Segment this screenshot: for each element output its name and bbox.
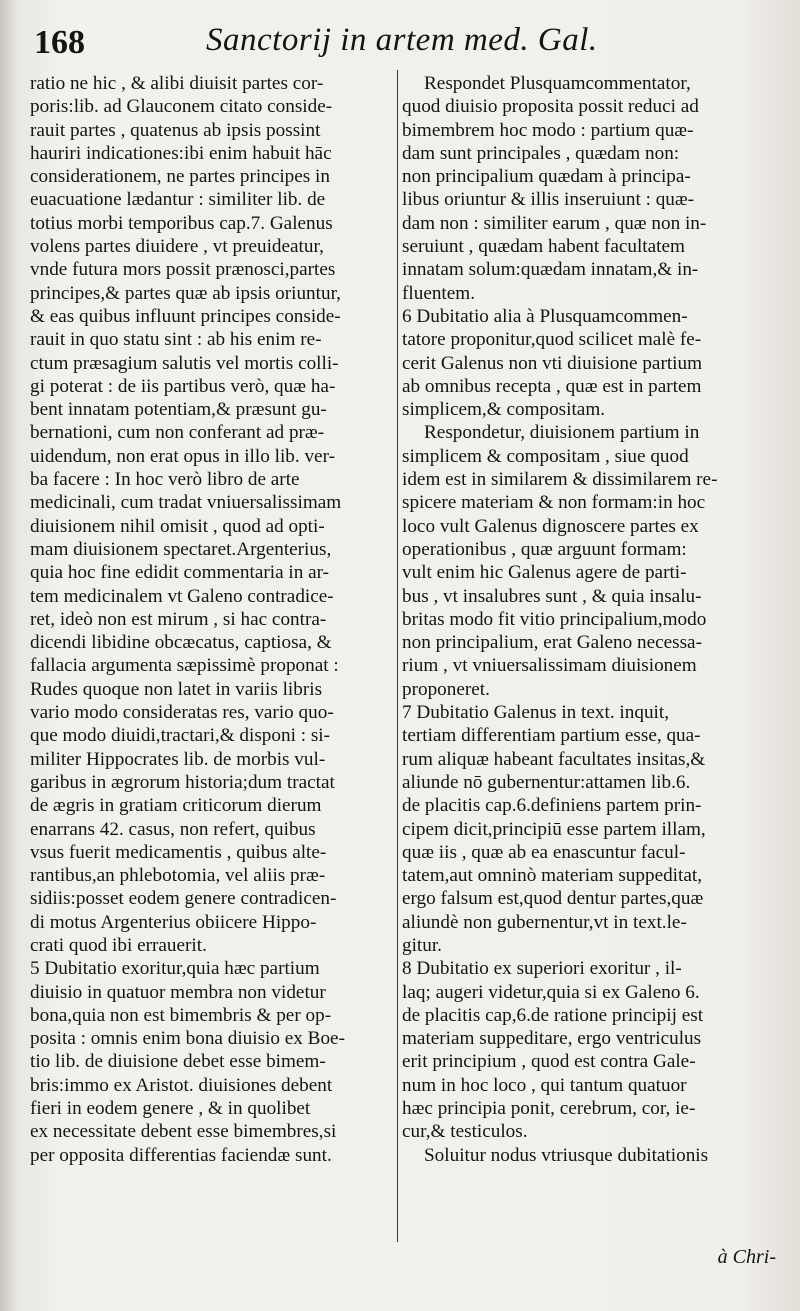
text-line: aliunde nō gubernentur:attamen lib.6. [402, 771, 691, 793]
text-line: ret, ideò non est mirum , si hac contra- [30, 608, 327, 630]
text-line: de placitis cap,6.de ratione principij est [402, 1004, 704, 1026]
text-line: 8 Dubitatio ex superiori exoritur , il- [402, 958, 682, 980]
text-line: dicendi libidine obcæcatus, captiosa, & [30, 632, 332, 654]
text-line: per opposita differentias faciendæ sunt. [30, 1144, 332, 1166]
text-line: fallacia argumenta sæpissimè proponat : [30, 655, 339, 677]
text-line: hauriri indicationes:ibi enim habuit hāc [30, 142, 332, 164]
text-line: vult enim hic Galenus agere de parti- [402, 562, 687, 584]
text-line: ba facere : In hoc verò libro de arte [30, 469, 300, 491]
text-line: operationibus , quæ arguunt formam: [402, 538, 687, 560]
text-line: libus oriuntur & illis inseruiunt : quæ- [402, 189, 695, 211]
text-line: materiam suppeditare, ergo ventriculus [402, 1028, 702, 1050]
text-line: bernationi, cum non conferant ad præ- [30, 422, 325, 444]
text-line: num in hoc loco , qui tantum quatuor [402, 1074, 687, 1096]
text-line: rauit in quo statu sint : ab his enim re- [30, 329, 322, 351]
text-line: gi poterat : de iis partibus verò, quæ ha- [30, 375, 336, 397]
text-line: garibus in ægrorum historia;dum tractat [30, 771, 335, 793]
text-line: tatem,aut omninò materiam suppeditat, [402, 865, 702, 887]
text-line: vsus fuerit medicamentis , quibus alte- [30, 841, 327, 863]
text-line: bus , vt insalubres sunt , & quia insalu- [402, 585, 702, 607]
text-line: bent innatam potentiam,& præsunt gu- [30, 399, 327, 421]
text-line: posita : omnis enim bona diuisio ex Boe- [30, 1028, 345, 1050]
text-line: laq; augeri videtur,quia si ex Galeno 6. [402, 981, 700, 1003]
text-line: 7 Dubitatio Galenus in text. inquit, [402, 702, 669, 724]
text-line: Respondetur, diuisionem partium in [424, 422, 700, 444]
catchword: à Chri- [717, 1246, 776, 1268]
text-line: erit principium , quod est contra Gale- [402, 1051, 696, 1073]
text-line: rauit partes , quatenus ab ipsis possint [30, 119, 321, 141]
text-line: & eas quibus influunt principes conside- [30, 305, 341, 327]
text-line: innatam solum:quædam innatam,& in- [402, 259, 699, 281]
text-line: ergo falsum est,quod dentur partes,quæ [402, 888, 704, 910]
text-line: crati quod ibi errauerit. [30, 934, 207, 956]
text-line: Soluitur nodus vtriusque dubitationis [424, 1144, 709, 1166]
text-line: tio lib. de diuisione debet esse bimem- [30, 1051, 326, 1073]
text-line: fluentem. [402, 282, 475, 304]
text-line: diuisionem nihil omisit , quod ad opti- [30, 515, 325, 537]
text-line: bimembrem hoc modo : partium quæ- [402, 119, 694, 141]
text-line: quod diuisio proposita possit reduci ad [402, 96, 699, 118]
text-line: enarrans 42. casus, non refert, quibus [30, 818, 316, 840]
text-line: quæ iis , quæ ab ea enascuntur facul- [402, 841, 686, 863]
text-line: ex necessitate debent esse bimembres,si [30, 1121, 337, 1143]
text-line: vnde futura mors possit prænosci,partes [30, 259, 336, 281]
text-line: poris:lib. ad Glauconem citato conside- [30, 96, 333, 118]
text-line: di motus Argenterius obiicere Hippo- [30, 911, 317, 933]
text-line: rum aliquæ habeant facultates insitas,& [402, 748, 706, 770]
text-line: bris:immo ex Aristot. diuisiones debent [30, 1074, 333, 1096]
text-line: dam non : similiter earum , quæ non in- [402, 212, 707, 234]
text-line: spicere materiam & non formam:in hoc [402, 492, 706, 514]
text-line: hæc principia ponit, cerebrum, cor, ie- [402, 1098, 696, 1120]
text-line: uidendum, non erat opus in illo lib. ver- [30, 445, 335, 467]
text-line: volens partes diuidere , vt preuideatur, [30, 236, 324, 258]
text-line: idem est in similarem & dissimilarem re- [402, 469, 718, 491]
text-line: simplicem,& compositam. [402, 399, 606, 421]
text-line: tertiam differentiam partium esse, qua- [402, 725, 701, 747]
text-line: quia hoc fine edidit commentaria in ar- [30, 562, 330, 584]
text-line: ab omnibus recepta , quæ est in partem [402, 375, 702, 397]
text-line: Rudes quoque non latet in variis libris [30, 678, 323, 700]
text-line: de ægris in gratiam criticorum dierum [30, 795, 322, 817]
text-line: que modo diuidi,tractari,& disponi : si- [30, 725, 331, 747]
text-line: simplicem & compositam , siue quod [402, 445, 689, 467]
text-line: mam diuisionem spectaret.Argenterius, [30, 538, 332, 560]
text-line: proponeret. [402, 678, 490, 700]
text-line: dam sunt principales , quædam non: [402, 142, 680, 164]
text-line: fieri in eodem genere , & in quolibet [30, 1098, 311, 1120]
text-line: considerationem, ne partes principes in [30, 166, 330, 188]
text-line: tatore proponitur,quod scilicet malè fe- [402, 329, 702, 351]
page-number: 168 [34, 24, 85, 61]
text-line: tem medicinalem vt Galeno contradice- [30, 585, 334, 607]
text-line: aliundè non gubernentur,vt in text.le- [402, 911, 687, 933]
text-line: de placitis cap.6.definiens partem prin- [402, 795, 702, 817]
text-line: cipem dicit,principiū esse partem illam, [402, 818, 706, 840]
text-line: Respondet Plusquamcommentator, [424, 73, 691, 94]
text-line: medicinali, cum tradat vniuersalissimam [30, 492, 342, 514]
text-line: militer Hippocrates lib. de morbis vul- [30, 748, 326, 770]
text-line: britas modo fit vitio principalium,modo [402, 608, 707, 630]
text-line: totius morbi temporibus cap.7. Galenus [30, 212, 333, 234]
text-line: rantibus,an phlebotomia, vel aliis præ- [30, 865, 326, 887]
text-line: ctum præsagium salutis vel mortis colli- [30, 352, 339, 374]
text-line: sidiis:posset eodem genere contradicen- [30, 888, 337, 910]
text-line: diuisio in quatuor membra non videtur [30, 981, 326, 1003]
text-line: seruiunt , quædam habent facultatem [402, 236, 685, 258]
column-divider [397, 70, 398, 1242]
text-line: non principalium, erat Galeno necessa- [402, 632, 702, 654]
text-line: gitur. [402, 934, 442, 956]
text-line: 6 Dubitatio alia à Plusquamcommen- [402, 305, 688, 327]
text-line: 5 Dubitatio exoritur,quia hæc partium [30, 958, 320, 980]
left-text-column [30, 72, 394, 1167]
text-line: bona,quia non est bimembris & per op- [30, 1004, 332, 1026]
text-line: non principalium quædam à principa- [402, 166, 691, 188]
text-line: rium , vt vniuersalissimam diuisionem [402, 655, 697, 677]
text-line: ratio ne hic , & alibi diuisit partes cor- [30, 73, 324, 94]
text-line: loco vult Galenus dignoscere partes ex [402, 515, 699, 537]
text-line: euacuatione lædantur : similiter lib. de [30, 189, 326, 211]
text-line: cerit Galenus non vti diuisione partium [402, 352, 703, 374]
text-line: cur,& testiculos. [402, 1121, 528, 1143]
text-line: vario modo consideratas res, vario quo- [30, 702, 334, 724]
text-line: principes,& partes quæ ab ipsis oriuntur, [30, 282, 341, 304]
running-head: Sanctorij in artem med. Gal. [206, 22, 598, 58]
right-text-column [402, 72, 774, 1167]
page-header [28, 18, 768, 64]
